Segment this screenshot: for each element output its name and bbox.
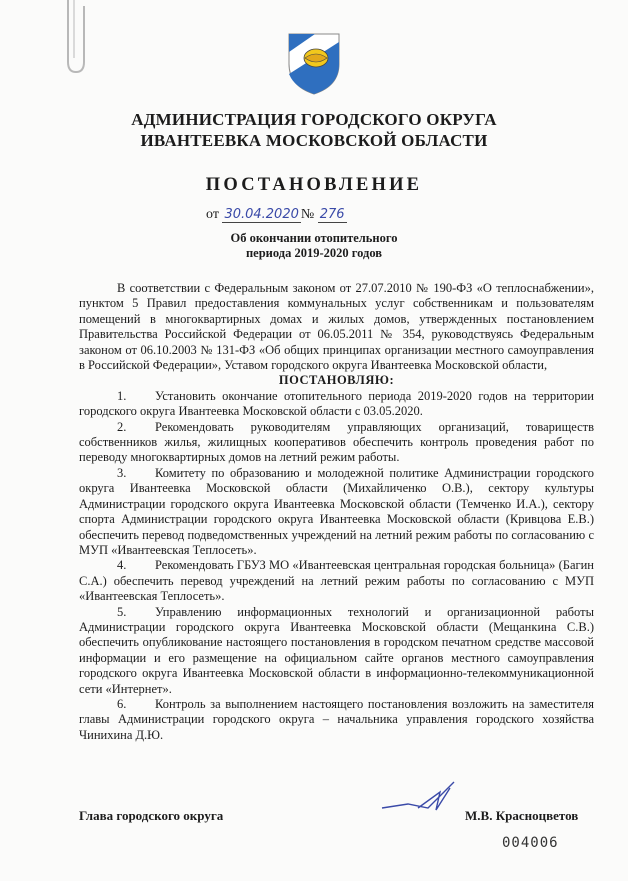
handwritten-number: 276 [319, 207, 345, 222]
subject-line-2: периода 2019-2020 годов [245, 246, 383, 260]
item-paragraph [79, 389, 594, 420]
number-label: № [300, 207, 315, 222]
item-number: 6. [117, 696, 127, 711]
item-text: Контроль за выполнением настоящего постановления возложить на заместителя главы Администрации городского округа – начальника управления городского хозяйства Чинихина Д.Ю. [79, 696, 594, 742]
document-body [79, 281, 594, 743]
item-paragraph [79, 558, 594, 604]
date-number-line [206, 207, 347, 223]
signature-icon [378, 778, 458, 818]
organization-name-line-1: АДМИНИСТРАЦИЯ ГОРОДСКОГО ОКРУГА [131, 110, 497, 129]
from-label: от [206, 207, 219, 222]
item-number: 3. [117, 465, 127, 480]
organization-name-line-2: ИВАНТЕЕВКА МОСКОВСКОЙ ОБЛАСТИ [140, 131, 488, 150]
item-text: Управлению информационных технологий и организационной работы Администрации городского округа Ивантеевка Московской области (Мещанкина С.В.) обеспечить опубликование настоящего постановления в городском печатном средстве массовой информации и его размещение на официальном сайте органов местного самоуправления городского округа Ивантеевка Московской области в информационно-телекоммуникационной сети «Интернет». [79, 604, 594, 696]
item-number: 1. [117, 388, 127, 403]
item-paragraph [79, 466, 594, 558]
item-number: 5. [117, 604, 127, 619]
item-paragraph [79, 420, 594, 466]
item-text: Рекомендовать руководителям управляющих организаций, товариществ собственников жилья, жилищных кооперативов обеспечить контроль проведения работ по переводу многоквартирных домов на летний режим работы. [79, 419, 594, 465]
signatory-position: Глава городского округа [79, 808, 224, 823]
registration-number: 004006 [502, 835, 559, 851]
coat-of-arms-emblem [285, 30, 343, 96]
item-paragraph [79, 605, 594, 697]
preamble-paragraph: В соответствии с Федеральным законом от 27.07.2010 № 190-ФЗ «О теплоснабжении», пунктом 5 Правил предоставления коммунальных услуг собственникам и пользователям помещений в многоквартирных домах и жилых домов, утвержденных постановлением Правительства Российской Федерации от 06.05.2011 № 354, руководствуясь Федеральным законом от 06.10.2003 № 131-ФЗ «Об общих принципах организации местного самоуправления в Российской Федерации», Уставом городского округа Ивантеевка Московской области, [79, 281, 594, 373]
item-number: 2. [117, 419, 127, 434]
handwritten-date: 30.04.2020 [224, 207, 299, 222]
decree-heading: ПОСТАНОВЛЯЮ: [278, 373, 395, 388]
item-text: Комитету по образованию и молодежной политике Администрации городского округа Ивантеевка Московской области (Михайличенко О.В.), сектору культуры Администрации городского округа Ивантеевка Московской области (Темченко И.А.), сектору спорта Администрации городского округа Ивантеевка Московской области (Кривцова Е.В.) обеспечить перевод подведомственных учреждений на летний режим работы по согласованию с МУП «Ивантеевская Теплосеть». [79, 465, 594, 557]
paper-clip-icon [60, 0, 92, 76]
item-text: Установить окончание отопительного периода 2019-2020 годов на территории городского округа Ивантеевка Московской области с 03.05.2020. [79, 388, 594, 419]
item-number: 4. [117, 558, 127, 573]
item-paragraph [79, 697, 594, 743]
document-type-title: ПОСТАНОВЛЕНИЕ [205, 175, 423, 195]
signatory-name: М.В. Красноцветов [465, 808, 579, 823]
subject-line-1: Об окончании отопительного [230, 231, 398, 245]
item-text: Рекомендовать ГБУЗ МО «Ивантеевская центральная городская больница» (Багин С.А.) обеспечить перевод учреждений на летний режим работы по согласованию с МУП «Ивантеевская Теплосеть». [79, 558, 594, 604]
